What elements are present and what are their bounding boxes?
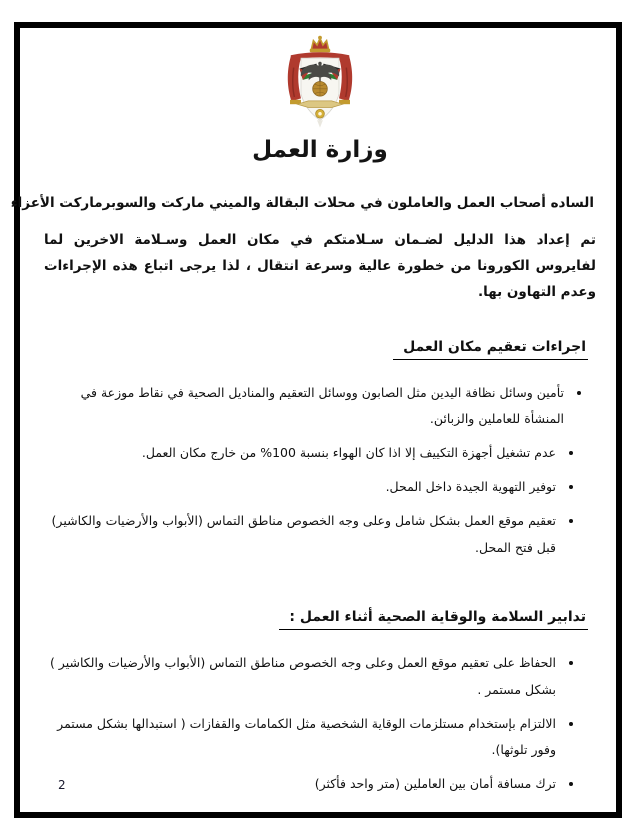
list-item: • ترك مسافة أمان بين العاملين (متر واحد فأكثر) [44, 771, 558, 798]
crown-icon [310, 36, 330, 53]
section-title: اجراءات تعقيم مكان العمل [393, 339, 588, 360]
list-item: • الالتزام بإستخدام مستلزمات الوقاية الشخصية مثل الكمامات والقفازات ( استبدالها بشكل مستمر وفور تلوثها). [44, 711, 558, 765]
list-item: • تعقيم موقع العمل بشكل شامل وعلى وجه الخصوص مناطق التماس (الأبواب والأرضيات والكاشير) قبل فتح المحل. [44, 508, 558, 562]
document-page [10, 22, 622, 818]
list-item: • الحفاظ على تعقيم موقع العمل وعلى وجه الخصوص مناطق التماس (الأبواب والأرضيات والكاشير ) بشكل مستمر . [44, 650, 558, 704]
list-item: • توفير التهوية الجيدة داخل المحل. [44, 474, 558, 501]
medallion-icon [316, 109, 325, 118]
intro-paragraph: تم إعداد هذا الدليل لضـمان سـلامتكم في مكان العمل وسـلامة الاخرين لما لفايروس الكورونا من خطورة عالية وسرعة انتقال ، لذا يرجى اتباع هذه الإجراءات وعدم التهاون بها. [44, 231, 596, 301]
list-item: • عدم تشغيل أجهزة التكييف إلا اذا كان الهواء بنسبة 100% من خارج مكان العمل. [44, 440, 558, 467]
jordan-coat-of-arms-icon [276, 34, 364, 132]
globe-icon [313, 82, 328, 97]
salutation-line: الساده أصحاب العمل والعاملون في محلات البقالة والميني ماركت والسوبرماركت الأعزاء [10, 195, 594, 211]
list-item: • تأمين وسائل نظافة اليدين مثل الصابون ووسائل التعقيم والمناديل الصحية في نقاط موزعة في المنشأة للعاملين والزبائن. [44, 380, 566, 434]
page-number: 2 [58, 778, 66, 792]
page-content [10, 28, 616, 812]
ribbon-icon [297, 101, 342, 108]
header-emblem [44, 28, 596, 163]
bullet-list-sterilization [44, 380, 586, 562]
section-heading-sterilization [44, 336, 588, 360]
bullet-list-safety-measures [44, 650, 586, 798]
section-title: تدابير السلامة والوقاية الصحية أثناء العمل : [279, 609, 588, 630]
ministry-name: وزارة العمل [252, 137, 388, 163]
section-heading-safety-measures [44, 606, 588, 630]
